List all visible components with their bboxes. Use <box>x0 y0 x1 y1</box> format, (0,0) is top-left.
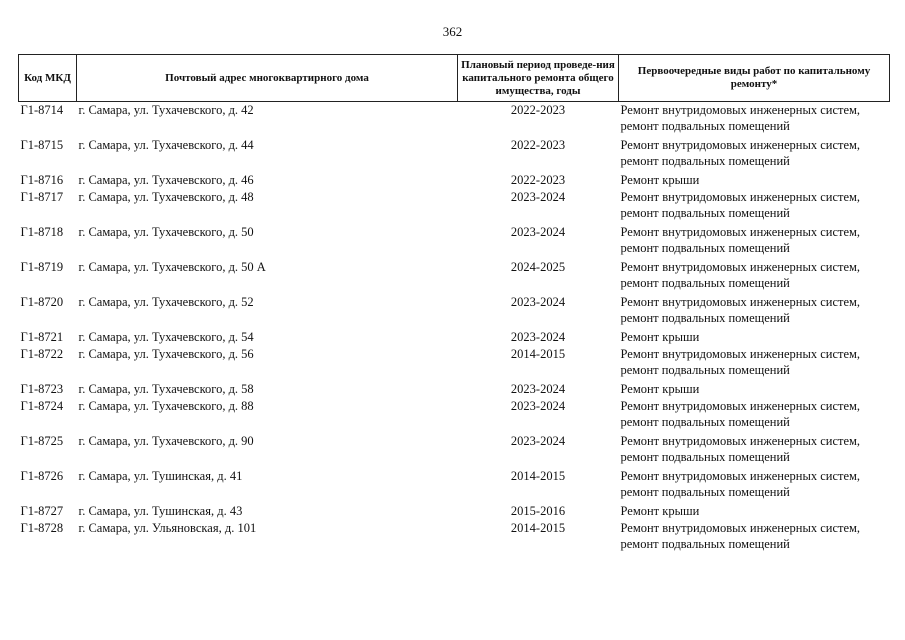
cell-works: Ремонт внутридомовых инженерных систем, ремонт подвальных помещений <box>620 190 861 220</box>
cell-code: Г1-8726 <box>20 469 64 483</box>
cell-period: 2014-2015 <box>510 521 566 535</box>
cell-works: Ремонт внутридомовых инженерных систем, ремонт подвальных помещений <box>620 138 861 168</box>
cell-address: г. Самара, ул. Тухачевского, д. 56 <box>78 347 254 361</box>
cell-period: 2023-2024 <box>510 295 566 309</box>
table-row <box>19 189 890 224</box>
cell-works: Ремонт внутридомовых инженерных систем, ремонт подвальных помещений <box>620 260 861 290</box>
table-header-row <box>19 55 890 102</box>
cell-address: г. Самара, ул. Тушинская, д. 43 <box>78 504 243 518</box>
cell-address: г. Самара, ул. Тухачевского, д. 58 <box>78 382 254 396</box>
cell-code: Г1-8717 <box>20 190 64 204</box>
cell-address: г. Самара, ул. Ульяновская, д. 101 <box>78 521 257 535</box>
table-body <box>19 102 890 556</box>
table-row <box>19 381 890 398</box>
cell-address: г. Самара, ул. Тухачевского, д. 90 <box>78 434 254 448</box>
cell-works: Ремонт внутридомовых инженерных систем, ремонт подвальных помещений <box>620 469 861 499</box>
table-row <box>19 329 890 346</box>
cell-works: Ремонт внутридомовых инженерных систем, ремонт подвальных помещений <box>620 347 861 377</box>
cell-address: г. Самара, ул. Тухачевского, д. 88 <box>78 399 254 413</box>
repair-table <box>18 54 890 555</box>
table-row <box>19 172 890 189</box>
cell-period: 2023-2024 <box>510 225 566 239</box>
header-works: Первоочередные виды работ по капитальному ремонту* <box>619 55 890 102</box>
cell-address: г. Самара, ул. Тухачевского, д. 48 <box>78 190 254 204</box>
cell-period: 2023-2024 <box>510 382 566 396</box>
cell-code: Г1-8715 <box>20 138 64 152</box>
cell-works: Ремонт крыши <box>620 330 700 344</box>
cell-period: 2023-2024 <box>510 190 566 204</box>
cell-works: Ремонт крыши <box>620 504 700 518</box>
cell-period: 2022-2023 <box>510 103 566 117</box>
page-number: 362 <box>442 24 463 39</box>
cell-code: Г1-8723 <box>20 382 64 396</box>
cell-period: 2023-2024 <box>510 399 566 413</box>
table-row <box>19 433 890 468</box>
cell-code: Г1-8724 <box>20 399 64 413</box>
cell-works: Ремонт внутридомовых инженерных систем, ремонт подвальных помещений <box>620 295 861 325</box>
cell-address: г. Самара, ул. Тухачевского, д. 46 <box>78 173 254 187</box>
cell-works: Ремонт внутридомовых инженерных систем, ремонт подвальных помещений <box>620 434 861 464</box>
cell-address: г. Самара, ул. Тухачевского, д. 52 <box>78 295 254 309</box>
table-row <box>19 224 890 259</box>
cell-period: 2015-2016 <box>510 504 566 518</box>
cell-works: Ремонт крыши <box>620 382 700 396</box>
cell-works: Ремонт внутридомовых инженерных систем, ремонт подвальных помещений <box>620 521 861 551</box>
cell-address: г. Самара, ул. Тухачевского, д. 50 А <box>78 260 266 274</box>
cell-code: Г1-8725 <box>20 434 64 448</box>
cell-works: Ремонт крыши <box>620 173 700 187</box>
cell-code: Г1-8720 <box>20 295 64 309</box>
cell-code: Г1-8714 <box>20 103 64 117</box>
cell-code: Г1-8727 <box>20 504 64 518</box>
header-address: Почтовый адрес многоквартирного дома <box>77 55 458 102</box>
cell-works: Ремонт внутридомовых инженерных систем, ремонт подвальных помещений <box>620 225 861 255</box>
cell-address: г. Самара, ул. Тухачевского, д. 42 <box>78 103 254 117</box>
cell-code: Г1-8716 <box>20 173 64 187</box>
header-period: Плановый период проведе-ния капитального ремонта общего имущества, годы <box>458 55 619 102</box>
cell-period: 2023-2024 <box>510 434 566 448</box>
cell-address: г. Самара, ул. Тухачевского, д. 54 <box>78 330 254 344</box>
table-row <box>19 346 890 381</box>
table-row <box>19 468 890 503</box>
cell-period: 2014-2015 <box>510 347 566 361</box>
cell-address: г. Самара, ул. Тухачевского, д. 50 <box>78 225 254 239</box>
cell-period: 2022-2023 <box>510 138 566 152</box>
cell-code: Г1-8721 <box>20 330 64 344</box>
table-row <box>19 520 890 555</box>
cell-period: 2014-2015 <box>510 469 566 483</box>
cell-period: 2023-2024 <box>510 330 566 344</box>
cell-code: Г1-8718 <box>20 225 64 239</box>
cell-period: 2024-2025 <box>510 260 566 274</box>
cell-address: г. Самара, ул. Тушинская, д. 41 <box>78 469 243 483</box>
table-row <box>19 137 890 172</box>
cell-works: Ремонт внутридомовых инженерных систем, ремонт подвальных помещений <box>620 103 861 133</box>
cell-address: г. Самара, ул. Тухачевского, д. 44 <box>78 138 254 152</box>
table-row <box>19 259 890 294</box>
cell-works: Ремонт внутридомовых инженерных систем, ремонт подвальных помещений <box>620 399 861 429</box>
cell-code: Г1-8722 <box>20 347 64 361</box>
table-row <box>19 398 890 433</box>
table-row <box>19 503 890 520</box>
table-row <box>19 102 890 138</box>
cell-period: 2022-2023 <box>510 173 566 187</box>
cell-code: Г1-8719 <box>20 260 64 274</box>
cell-code: Г1-8728 <box>20 521 64 535</box>
table-row <box>19 294 890 329</box>
header-code: Код МКД <box>19 55 77 102</box>
